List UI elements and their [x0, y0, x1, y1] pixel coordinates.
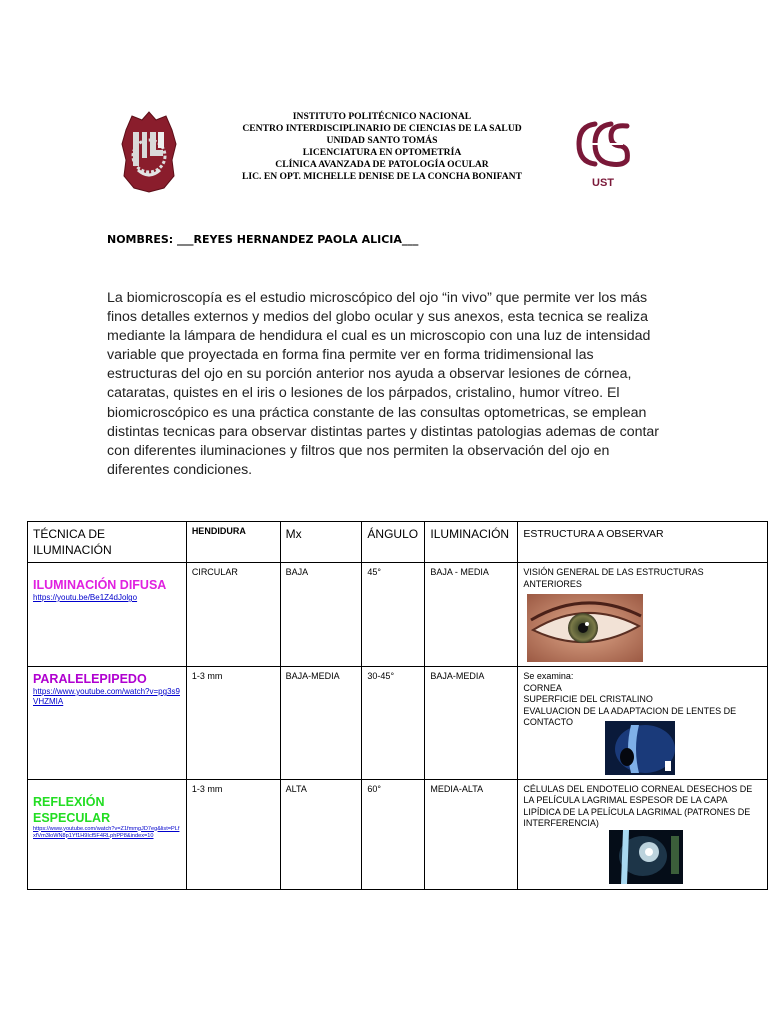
mx-cell: BAJA [280, 563, 362, 667]
video-link[interactable]: https://www.youtube.com/watch?v=Z1fmmgJD7eg&list=PLfxfVm3loWN8p1Yf1H9Icf5F4RLphPP8&index=10 [33, 825, 180, 839]
table-row [28, 563, 768, 667]
header-tecnica: TÉCNICA DE ILUMINACIÓN [28, 522, 187, 563]
video-link[interactable]: https://youtu.be/Be1Z4dJolgo [33, 593, 138, 602]
slit-lamp-photo-parallelepiped [605, 721, 675, 775]
estructura-line: EVALUACION DE LA ADAPTACION DE LENTES DE CONTACTO [523, 705, 737, 727]
tecnica-cell [28, 779, 187, 889]
header-line-clinic: CLÍNICA AVANZADA DE PATOLOGÍA OCULAR [275, 159, 489, 170]
student-names: NOMBRES: ___REYES HERNANDEZ PAOLA ALICIA___ [107, 233, 419, 246]
header-line-unit: UNIDAD SANTO TOMÁS [326, 135, 438, 146]
tecnica-cell [28, 667, 187, 780]
mx-cell: BAJA-MEDIA [280, 667, 362, 780]
estructura-text: VISIÓN GENERAL DE LAS ESTRUCTURAS ANTERIORES [523, 567, 704, 589]
header-line-center: CENTRO INTERDISCIPLINARIO DE CIENCIAS DE LA SALUD [242, 123, 522, 134]
header-line-degree: LICENCIATURA EN OPTOMETRÍA [302, 147, 462, 158]
illumination-techniques-table [27, 521, 768, 890]
table-row [28, 779, 768, 889]
header-estructura: ESTRUCTURA A OBSERVAR [518, 522, 768, 563]
estructura-line: CORNEA [523, 682, 562, 693]
ipn-logo [118, 110, 180, 194]
iluminacion-cell: BAJA-MEDIA [425, 667, 518, 780]
table-header-row [28, 522, 768, 563]
iluminacion-cell: MEDIA-ALTA [425, 779, 518, 889]
header-mx: Mx [280, 522, 362, 563]
tecnica-name: ILUMINACIÓN DIFUSA [33, 578, 167, 592]
estructura-cell [518, 667, 768, 780]
tecnica-name: REFLEXIÓN ESPECULAR [33, 794, 111, 825]
cics-ust-logo [573, 116, 633, 192]
tecnica-name: PARALELEPIPEDO [33, 672, 147, 686]
estructura-line: SUPERFICIE DEL CRISTALINO [523, 694, 653, 704]
angulo-cell: 60° [362, 779, 425, 889]
mx-cell: ALTA [280, 779, 362, 889]
header-angulo: ÁNGULO [362, 522, 425, 563]
table-row [28, 667, 768, 780]
header-hendidura: HENDIDURA [186, 522, 280, 563]
tecnica-cell [28, 563, 187, 667]
estructura-line: Se examina: [523, 671, 574, 681]
estructura-cell [518, 779, 768, 889]
angulo-cell: 45° [362, 563, 425, 667]
hendidura-cell: 1-3 mm [186, 667, 280, 780]
eye-photo-diffuse [527, 594, 643, 662]
hendidura-cell: CIRCULAR [186, 563, 280, 667]
video-link[interactable]: https://www.youtube.com/watch?v=pg3s9VHZMIA [33, 687, 180, 706]
ust-logo-text: UST [592, 177, 614, 189]
estructura-text: CÉLULAS DEL ENDOTELIO CORNEAL DESECHOS DE LA PELÍCULA LAGRIMAL ESPESOR DE LA CAPA LIPÍDICA DE LA PELÍCULA LAGRIMAL (PATRONES DE INTERFERENCIA) [523, 783, 753, 828]
institution-header [200, 111, 564, 183]
estructura-cell [518, 563, 768, 667]
angulo-cell: 30-45° [362, 667, 425, 780]
iluminacion-cell: BAJA - MEDIA [425, 563, 518, 667]
intro-paragraph: La biomicroscopía es el estudio microscópico del ojo “in vivo” que permite ver los más finos detalles externos y medios del globo ocular y sus anexos, esta tecnica se realiza mediante la lámpara de hendidura el cual es un microscopio con una luz de intensidad variable que proyectada en forma fina permite ver en forma tridimensional las estructuras del ojo en su porción anterior nos ayuda a observar lesiones de córnea, cataratas, quistes en el iris o lesiones de los párpados, cristalino, humor vítreo. El biomicroscópico es una práctica constante de las consultas optometricas, se emplean distintas tecnicas para observar distintas partes y distintas patologias ademas de contar con diferentes iluminaciones y filtros que nos permiten la observación del ojo en diferentes condiciones. [107, 290, 660, 478]
slit-lamp-photo-specular [609, 830, 683, 884]
header-line-teacher: LIC. EN OPT. MICHELLE DENISE DE LA CONCHA BONIFANT [241, 171, 523, 182]
header-iluminacion: ILUMINACIÓN [425, 522, 518, 563]
hendidura-cell: 1-3 mm [186, 779, 280, 889]
header-line-institute: INSTITUTO POLITÉCNICO NACIONAL [292, 111, 472, 122]
